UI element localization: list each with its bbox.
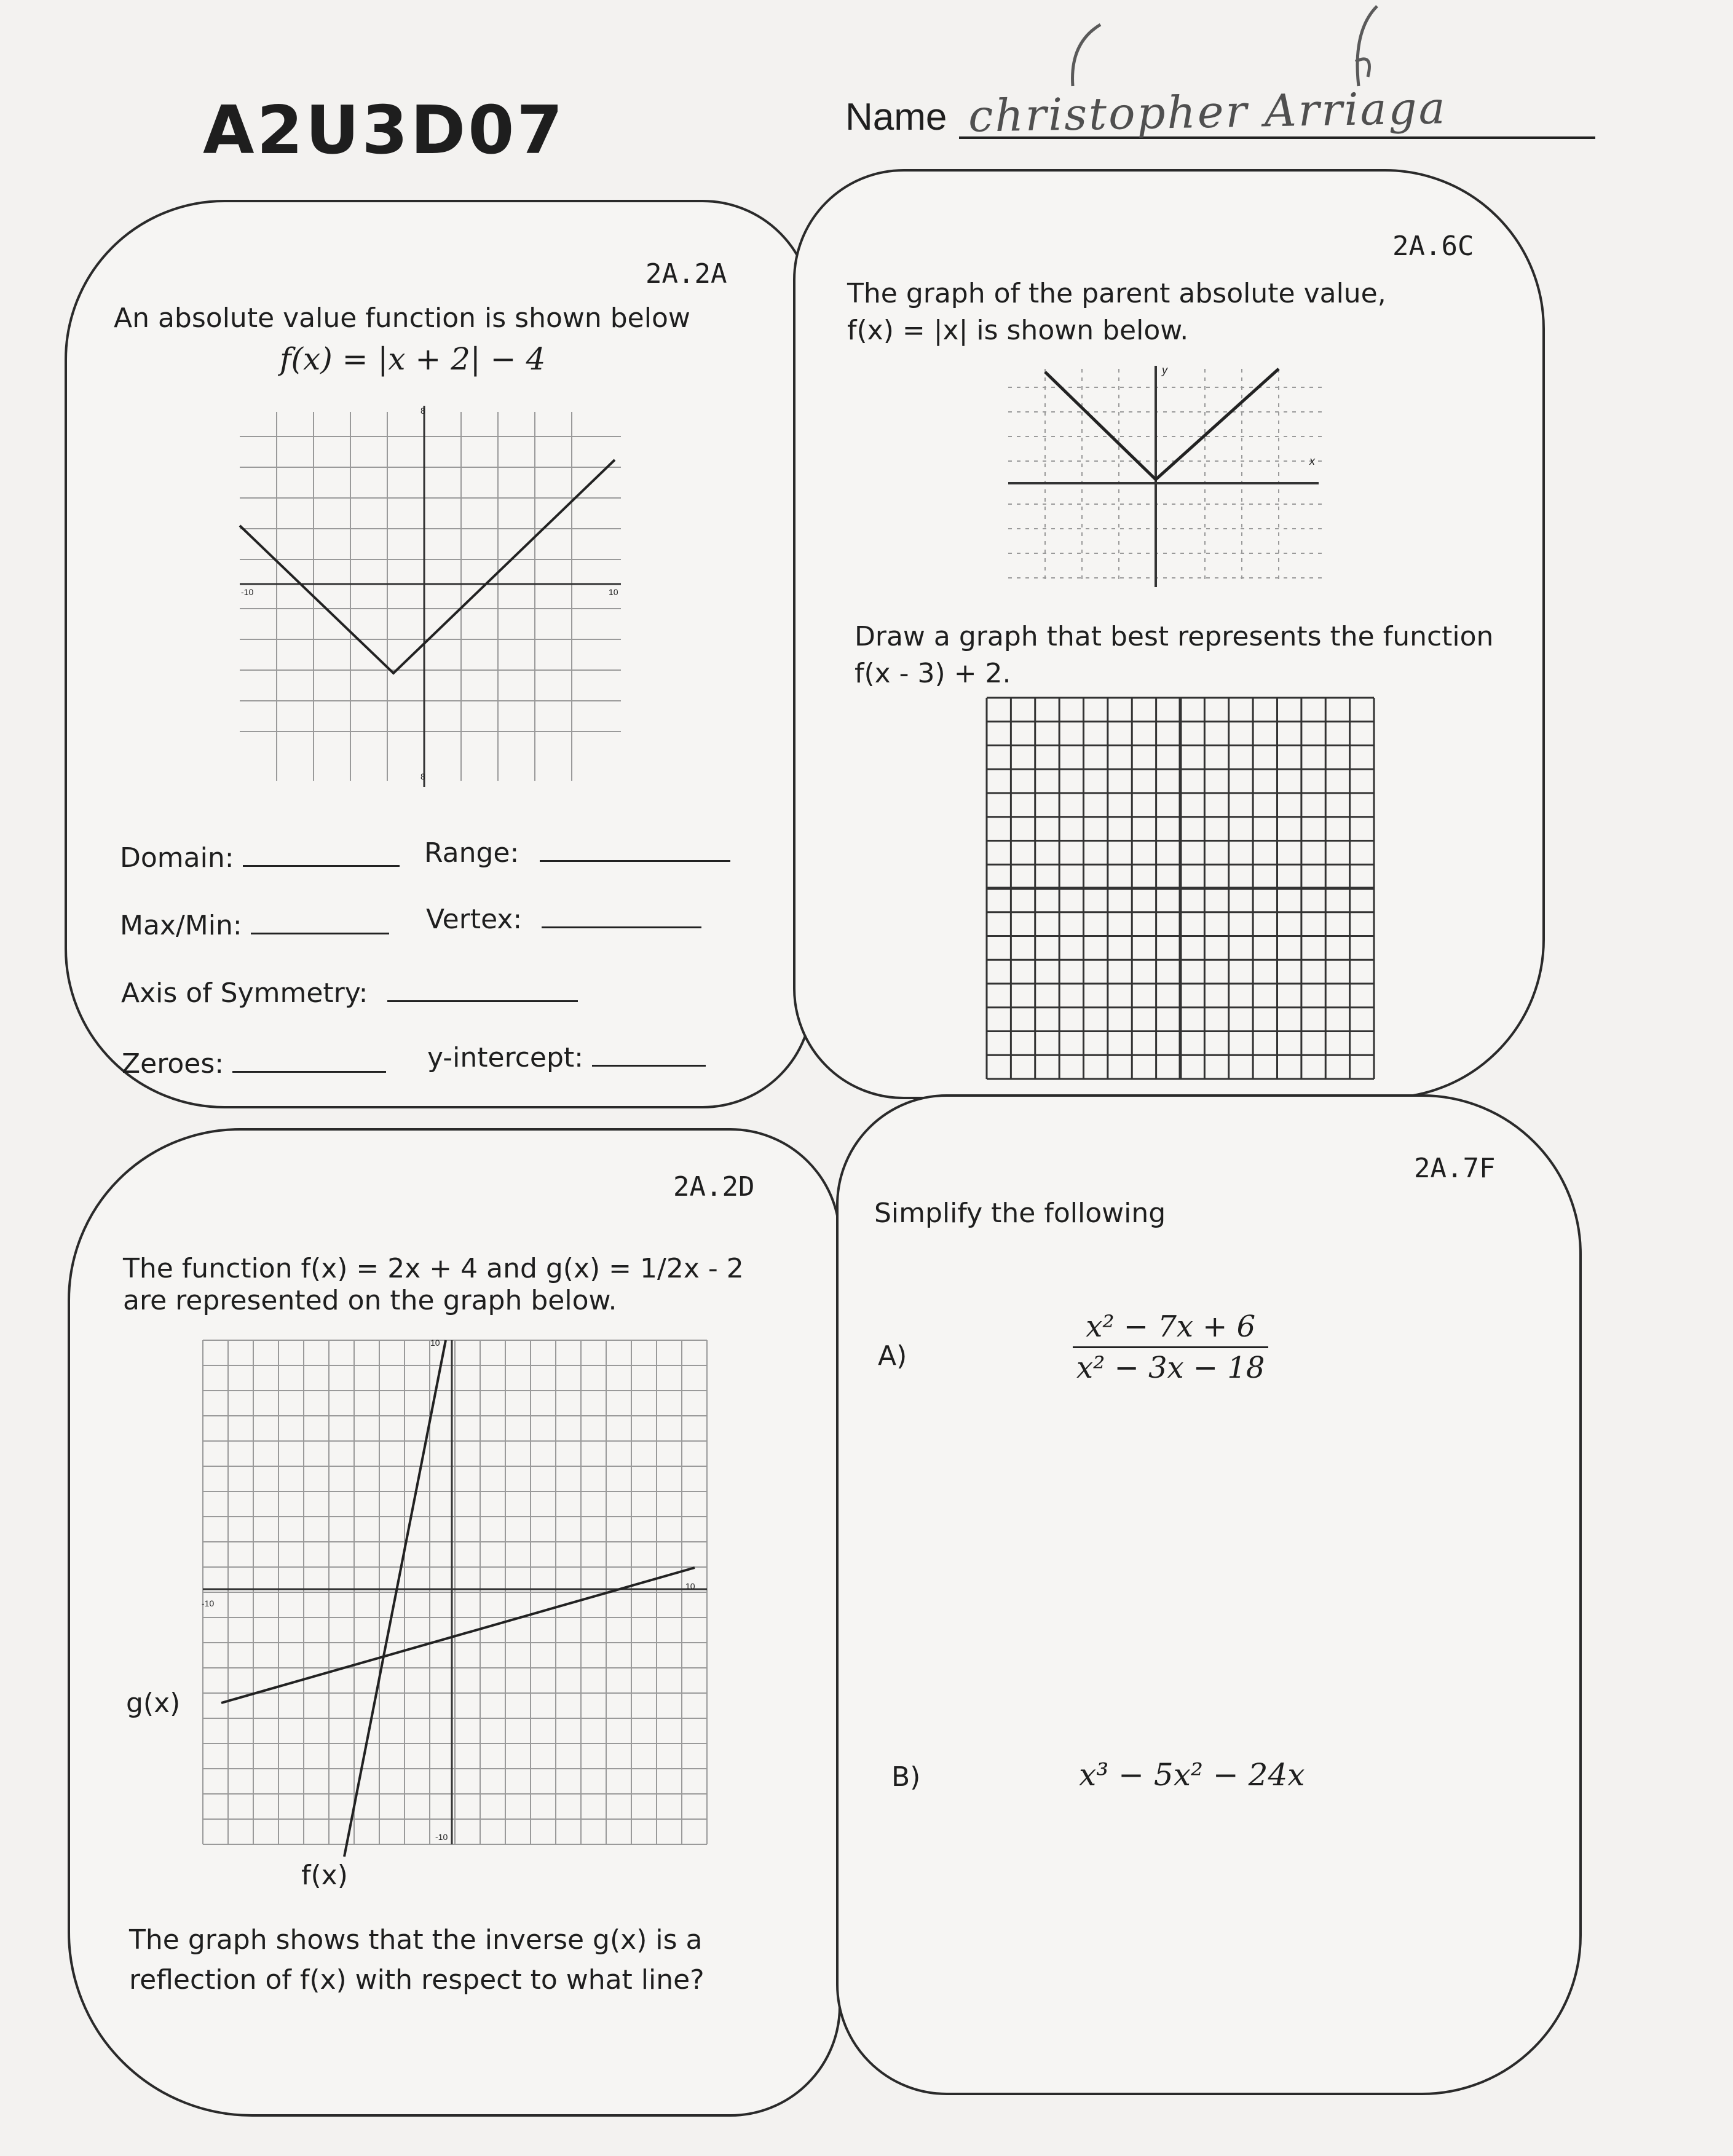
q2-parent-graph bbox=[1008, 363, 1322, 590]
range-field: Range: bbox=[424, 837, 730, 869]
standard-2a6c: 2A.6C bbox=[1392, 231, 1474, 262]
q2-intro-line2: f(x) = |x| is shown below. bbox=[847, 315, 1189, 346]
axis-blank[interactable] bbox=[387, 1000, 578, 1002]
card-simplify bbox=[836, 1094, 1582, 2095]
zeroes-field: Zeroes: bbox=[122, 1048, 386, 1080]
q3-tick-neg: -10 bbox=[202, 1598, 215, 1608]
part-a-denominator: x² − 3x − 18 bbox=[1076, 1351, 1265, 1385]
q3-question-line2: reflection of f(x) with respect to what line? bbox=[129, 1964, 705, 1996]
worksheet-code: A2U3D07 bbox=[203, 92, 566, 169]
q2-axis-label-y: y bbox=[1162, 364, 1167, 376]
q3-graph bbox=[203, 1340, 707, 1857]
pencil-marks bbox=[0, 0, 1733, 184]
q3-tick-pos: 10 bbox=[685, 1581, 695, 1591]
part-b-label: B) bbox=[891, 1761, 921, 1793]
q3-tick-top: 10 bbox=[430, 1338, 440, 1348]
part-b-expression: x³ − 5x² − 24x bbox=[1079, 1757, 1305, 1793]
q3-intro-line2: are represented on the graph below. bbox=[123, 1285, 617, 1316]
q1-tick-neg: -10 bbox=[241, 587, 254, 597]
q3-question-line1: The graph shows that the inverse g(x) is a bbox=[129, 1924, 703, 1956]
standard-2a2d: 2A.2D bbox=[673, 1171, 755, 1202]
standard-2a2a: 2A.2A bbox=[645, 258, 727, 290]
q2-prompt-line2: f(x - 3) + 2. bbox=[855, 658, 1011, 689]
vertex-field: Vertex: bbox=[426, 904, 701, 935]
q2-axis-label-x: x bbox=[1309, 455, 1315, 467]
name-label: Name bbox=[845, 96, 947, 138]
q1-tick-bottom: 8 bbox=[420, 772, 425, 781]
q4-intro: Simplify the following bbox=[874, 1198, 1166, 1229]
standard-2a7f: 2A.7F bbox=[1414, 1153, 1496, 1184]
domain-blank[interactable] bbox=[243, 865, 400, 867]
label-f-of-x: f(x) bbox=[301, 1860, 348, 1891]
answer-grid[interactable] bbox=[987, 698, 1374, 1079]
y-intercept-field: y-intercept: bbox=[427, 1042, 706, 1073]
part-a-label: A) bbox=[878, 1340, 907, 1372]
q3-tick-bottom: -10 bbox=[435, 1832, 448, 1842]
name-signature: christopher Arriaga bbox=[968, 82, 1448, 142]
part-a-numerator: x² − 7x + 6 bbox=[1073, 1309, 1268, 1348]
q1-graph bbox=[240, 400, 621, 793]
range-blank[interactable] bbox=[540, 860, 730, 862]
maxmin-blank[interactable] bbox=[251, 933, 389, 934]
q2-intro-line1: The graph of the parent absolute value, bbox=[847, 278, 1386, 309]
zeroes-blank[interactable] bbox=[232, 1071, 386, 1073]
q1-tick-pos: 10 bbox=[609, 587, 618, 597]
vertex-blank[interactable] bbox=[542, 926, 701, 928]
q2-prompt-line1: Draw a graph that best represents the function bbox=[855, 621, 1494, 652]
q1-tick-top: 8 bbox=[420, 406, 425, 416]
q3-intro-line1: The function f(x) = 2x + 4 and g(x) = 1/2x - 2 bbox=[123, 1253, 744, 1284]
axis-of-symmetry-field: Axis of Symmetry: bbox=[121, 977, 578, 1009]
label-g-of-x: g(x) bbox=[126, 1688, 181, 1719]
yint-blank[interactable] bbox=[592, 1065, 706, 1067]
maxmin-field: Max/Min: bbox=[120, 910, 389, 941]
q1-function: f(x) = |x + 2| − 4 bbox=[280, 341, 546, 377]
q1-intro: An absolute value function is shown below bbox=[114, 302, 690, 334]
part-a-expression bbox=[1073, 1309, 1268, 1385]
domain-field: Domain: bbox=[120, 842, 400, 874]
